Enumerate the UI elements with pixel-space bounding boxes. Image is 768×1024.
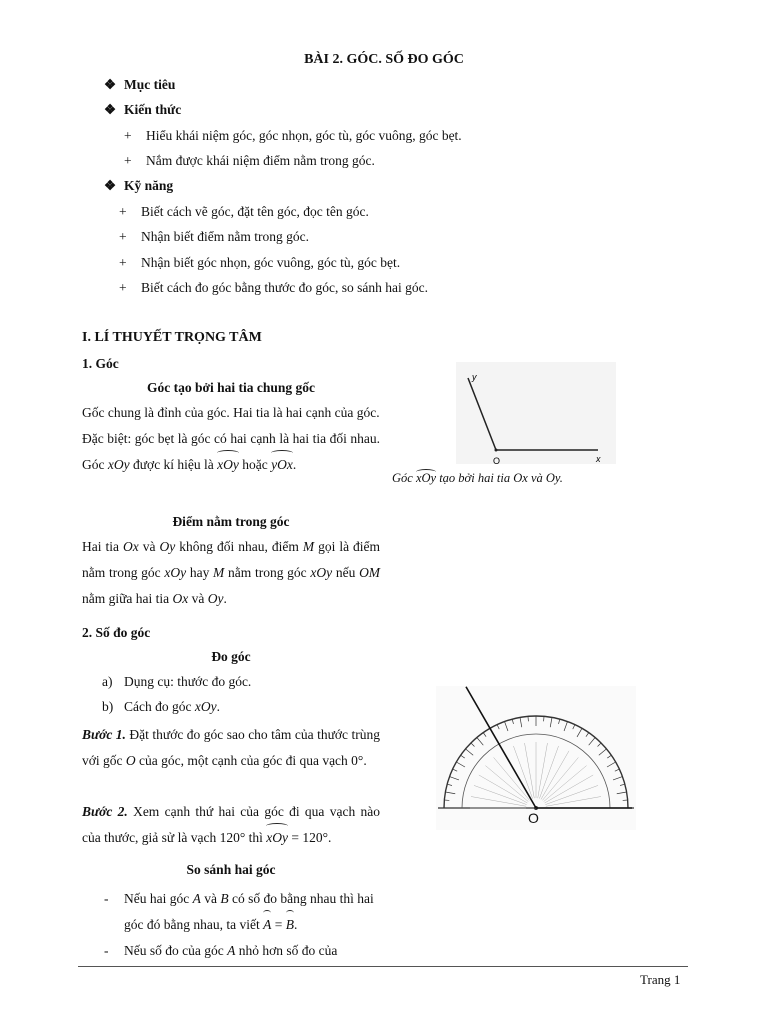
list-item: + Biết cách đo góc bằng thước đo góc, so sánh hai góc. [119, 280, 429, 295]
paragraph: Hai tia Ox và Oy không đối nhau, điểm M gọi là điểm nằm trong góc xOy hay M nằm trong góc xOy nếu OM nằm giữa hai tia Ox và Oy. [82, 539, 381, 606]
list-item: - Nếu hai góc A và B có số đo bằng nhau thì hai góc đó bằng nhau, ta viết A = B. [104, 886, 380, 938]
label-y: y [472, 372, 477, 382]
subsection-heading: 2. Số đo góc [82, 625, 151, 640]
subtopic-title: So sánh hai góc [186, 862, 276, 877]
figure-caption: Góc xOy tạo bởi hai tia Ox và Oy. [392, 471, 563, 485]
subsection-heading: 1. Góc [82, 356, 119, 371]
page-title: BÀI 2. GÓC. SỐ ĐO GÓC [304, 52, 464, 67]
list-item: a) Dụng cụ: thước đo góc. [102, 674, 252, 689]
list-item: + Nhận biết góc nhọn, góc vuông, góc tù, góc bẹt. [119, 255, 401, 270]
angle-figure [450, 360, 618, 472]
knowledge-heading [104, 102, 181, 118]
list-item: + Hiểu khái niệm góc, góc nhọn, góc tù, góc vuông, góc bẹt. [124, 128, 462, 143]
label-o: O [493, 456, 501, 466]
paragraph: Bước 2. Xem cạnh thứ hai của góc đi qua vạch nào của thước, giả sử là vạch 120° thì xOy = 120°. [82, 799, 380, 851]
protractor-center-label: O [528, 810, 539, 826]
diamond-bullet-icon: ❖ [104, 77, 117, 92]
skills-label: Kỹ năng [124, 178, 174, 193]
page-number: Trang 1 [640, 972, 681, 987]
footer-divider [78, 966, 688, 967]
list-item: + Biết cách vẽ góc, đặt tên góc, đọc tên góc. [119, 204, 369, 219]
list-item: b) Cách đo góc xOy. [102, 699, 220, 714]
objective-label: Mục tiêu [124, 77, 176, 92]
list-item: + Nắm được khái niệm điểm nằm trong góc. [124, 153, 375, 168]
label-x: x [596, 454, 601, 464]
angle-diagram [450, 360, 618, 468]
subtopic-title: Đo góc [211, 649, 251, 664]
knowledge-label: Kiến thức [124, 102, 182, 117]
protractor-diagram [436, 686, 636, 830]
subtopic-title: Điểm nằm trong góc [172, 514, 290, 529]
skills-heading [104, 178, 173, 194]
list-item: + Nhận biết điểm nằm trong góc. [119, 229, 309, 244]
paragraph: Gốc chung là đỉnh của góc. Hai tia là hai cạnh của góc. Đặc biệt: góc bẹt là góc có hai cạnh là hai tia đối nhau. Góc xOy được kí hiệu là xOy hoặc yOx. [82, 400, 380, 478]
diamond-bullet-icon: ❖ [104, 178, 117, 193]
list-item: - Nếu số đo của góc A nhỏ hơn số đo của [104, 943, 338, 958]
paragraph: Bước 1. Đặt thước đo góc sao cho tâm của thước trùng với gốc O của góc, một cạnh của góc đi qua vạch 0°. [82, 727, 380, 768]
section-heading: I. LÍ THUYẾT TRỌNG TÂM [82, 330, 262, 345]
diamond-bullet-icon: ❖ [104, 102, 117, 117]
subtopic-title: Góc tạo bởi hai tia chung gốc [147, 380, 315, 395]
objective-heading [104, 77, 175, 93]
